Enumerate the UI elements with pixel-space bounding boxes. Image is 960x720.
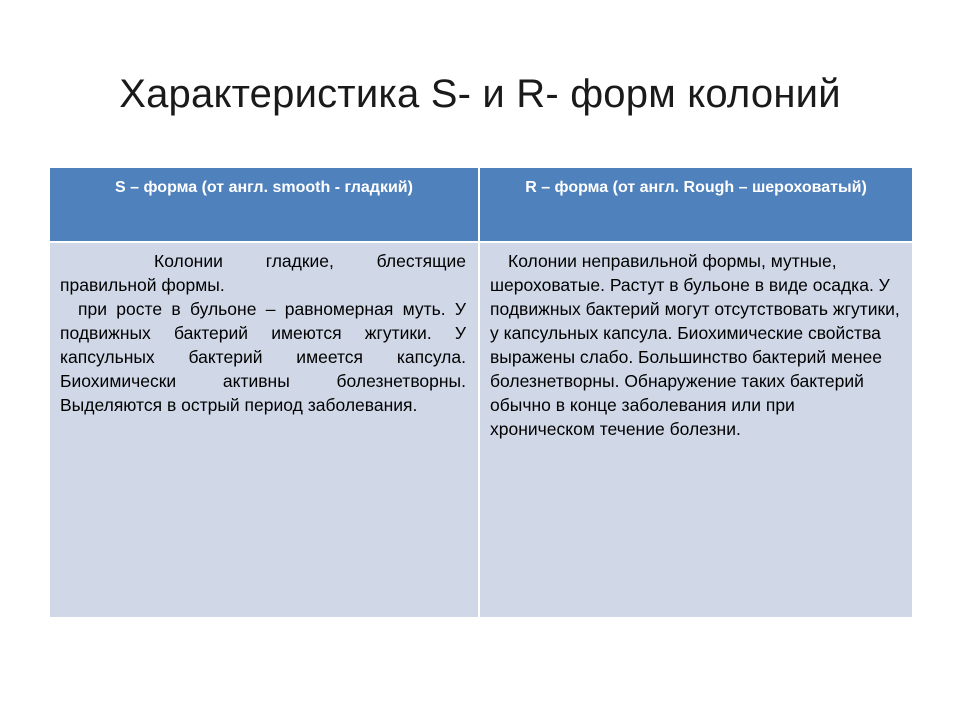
slide-title: Характеристика S- и R- форм колоний [119,72,841,116]
header-r-form: R – форма (от англ. Rough – шероховатый) [479,167,913,242]
s-form-cell [49,242,479,618]
s-form-paragraph-1: Колонии гладкие, блестящие правильной формы. [60,251,466,295]
comparison-table [48,166,914,619]
header-s-form: S – форма (от англ. smooth - гладкий) [49,167,479,242]
table-row [49,242,913,618]
s-form-paragraph-2: при росте в бульоне – равномерная муть. У подвижных бактерий имеются жгутики. У капсульных бактерий имеется капсула. Биохимически активны болезнетворны. Выделяются в острый период заболевания. [60,299,466,415]
r-form-paragraph: Колонии неправильной формы, мутные, шероховатые. Растут в бульоне в виде осадка. У подвижных бактерий могут отсутствовать жгутики, у капсульных капсула. Биохимические свойства выражены слабо. Большинство бактерий менее болезнетворны. Обнаружение таких бактерий обычно в конце заболевания или при хроническом течение болезни. [490,251,900,439]
table-header-row [49,167,913,242]
r-form-cell [479,242,913,618]
